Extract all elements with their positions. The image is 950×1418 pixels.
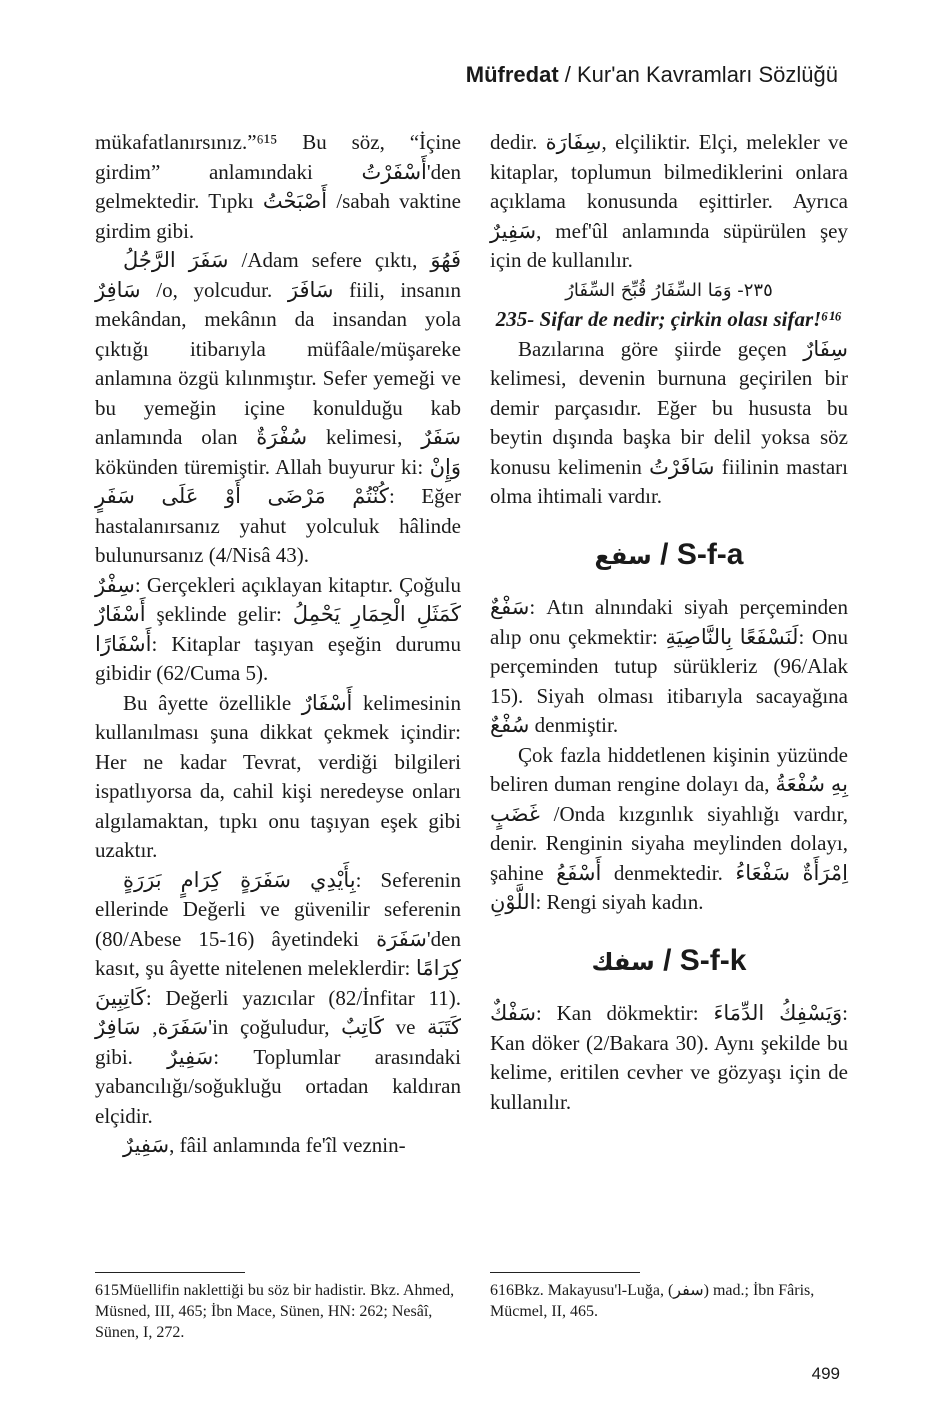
left-paragraph-1: mükafatlanırsınız.”⁶¹⁵ Bu söz, “İçine girdim” anlamındaki أَسْفَرْتُ'den gelmektedir. Tıpkı أَصْبَحْتُ /sabah vaktine girdim gibi. bbox=[95, 130, 461, 243]
right-column bbox=[490, 128, 848, 1117]
page-number: 499 bbox=[811, 1364, 840, 1383]
right-paragraph-4: Çok fazla hiddetlenen kişinin yüzünde beliren duman rengine dolayı da, بِهِ سُفْعَةُ غَضَبٍ /Onda kızgınlık siyahlığı vardır, denir. Renginin siyaha meylinden dolayı, şahine أَسْفَعُ denmektedir. اِمْرَأَةٌ سَفْعَاءُ اللَّوْنِ: Rengi siyah kadın. bbox=[490, 742, 848, 914]
poem-verse-translation: 235- Sifar de nedir; çirkin olası sifar!⁶¹⁶ bbox=[495, 307, 843, 331]
footnote-616: 616Bkz. Makayusu'l-Luğa, (سفر) mad.; İbn Fâris, Mücmel, II, 465. bbox=[490, 1282, 815, 1320]
right-paragraph-5: سَفْكٌ: Kan dökmektir: وَيَسْفِكُ الدِّمَاءَ: Kan döker (2/Bakara 30). Aynı şekilde bu kelime, eritilen cevher ve gözyaşı için de kullanılır. bbox=[490, 1001, 848, 1114]
header-title-bold: Müfredat bbox=[465, 62, 559, 87]
header-title-rest: / Kur'an Kavramları Sözlüğü bbox=[558, 62, 838, 87]
section-heading-sfk-latin: S-f-k bbox=[679, 943, 747, 977]
footnote-rule-left bbox=[95, 1272, 245, 1273]
section-heading-sfa-latin: S-f-a bbox=[676, 537, 744, 571]
left-paragraph-4: Bu âyette özellikle أَسْفَارٌ kelimesinin kullanılması şuna dikkat çekmek içindir: Her ne kadar Tevrat, verdiği bilgileri ispatlıyorsa da, cahil kişi neredeyse onları algılamaktan, tıpkı onu taşıyan eşek gibi uzaktır. bbox=[95, 690, 461, 862]
left-paragraph-2: سَفَرَ الرَّجُلُ /Adam sefere çıktı, فَهُوَ سَافِرٌ /o, yolcudur. سَافَرَ fiili, insanın mekândan, mekânın da insandan yola çıktığı itibarıyla müfâale/müşareke anlamına özgü kılınmıştır. Sefer yemeği ve bu yemeğin içine konulduğu kab anlamında olan سُفْرَةٌ kelimesi, سَفَرٌ kökünden türemiştir. Allah buyurur ki: وَإِنْ كُنْتُمْ مَرْضَى أَوْ عَلَى سَفَرٍ: Eğer hastalanırsanız yahut yolculuk hâlinde bulunursanız (4/Nisâ 43). bbox=[95, 248, 461, 567]
poem-verse-arabic: ٢٣٥- وَمَا السِّفَارُ قُبِّحَ السِّفَارُ bbox=[565, 279, 773, 301]
right-paragraph-1: dedir. سِفَارَة, elçiliktir. Elçi, melekler ve kitaplar, toplumun bilmediklerini onlara açıklama konusunda eşittirler. Ayrıca سَفِيرٌ, mef'ûl anlamında süpürülen şey için de kullanılır. bbox=[490, 130, 848, 272]
section-heading-sfa: سفع / S-f-a bbox=[594, 537, 744, 571]
left-paragraph-6: سَفِيرٌ, fâil anlamında fe'îl veznin- bbox=[123, 1133, 406, 1157]
footnote-rule-right bbox=[490, 1272, 640, 1273]
right-paragraph-3: سَفْعٌ: Atın alnındaki siyah perçeminden alıp onu çekmektir: لَنَسْفَعًا بِالنَّاصِيَةِ: Onu perçeminden tutup sürükleriz (96/Alak 15). Siyah olması itibarıyla sacayağına سُفْعٌ denmiştir. bbox=[490, 595, 848, 737]
left-paragraph-3: سِفْرٌ: Gerçekleri açıklayan kitaptır. Çoğulu أَسْفَارٌ şeklinde gelir: كَمَثَلِ الْحِمَارِ يَحْمِلُ أَسْفَارًا: Kitaplar taşıyan eşeğin durumu gibidir (62/Cuma 5). bbox=[95, 572, 461, 685]
footnote-615: 615Müellifin naklettiği bu söz bir hadistir. Bkz. Ahmed, Müsned, III, 465; İbn Mace, Sünen, HN: 262; Nesâî, Sünen, I, 272. bbox=[95, 1282, 455, 1341]
right-paragraph-2: Bazılarına göre şiirde geçen سِفَارٌ kelimesi, devenin burnuna geçirilen bir demir parçasıdır. Eğer bu hususta bu beytin dışında başka bir delil yoksa söz konusu kelimenin سَافَرْتُ fiilinin mastarı olma ihtimali vardır. bbox=[490, 336, 848, 508]
section-heading-sfa-arabic: سفع bbox=[594, 541, 652, 570]
left-column bbox=[95, 128, 461, 1161]
section-heading-sfk-arabic: سفك bbox=[591, 947, 655, 976]
left-paragraph-5: بِأَيْدِي سَفَرَةٍ كِرَامٍ بَرَرَةٍ: Seferenin ellerinde Değerli ve güvenilir seferenin (80/Abese 15-16) âyetindeki سَفَرَة'den kasıt, şu âyette nitelenen meleklerdir: كِرَامًا كَاتِبِينَ: Değerli yazıcılar (82/İnfitar 11). سَفَرَة, سَافِرٌ'in çoğuludur, كَاتِبٌ ve كَتَبَة gibi. سَفِيرٌ: Toplumlar arasındaki yabancılığı/soğukluğu ortadan kaldıran elçidir. bbox=[95, 867, 462, 1128]
section-heading-sfk: سفك / S-f-k bbox=[591, 943, 747, 977]
running-header bbox=[466, 62, 838, 88]
